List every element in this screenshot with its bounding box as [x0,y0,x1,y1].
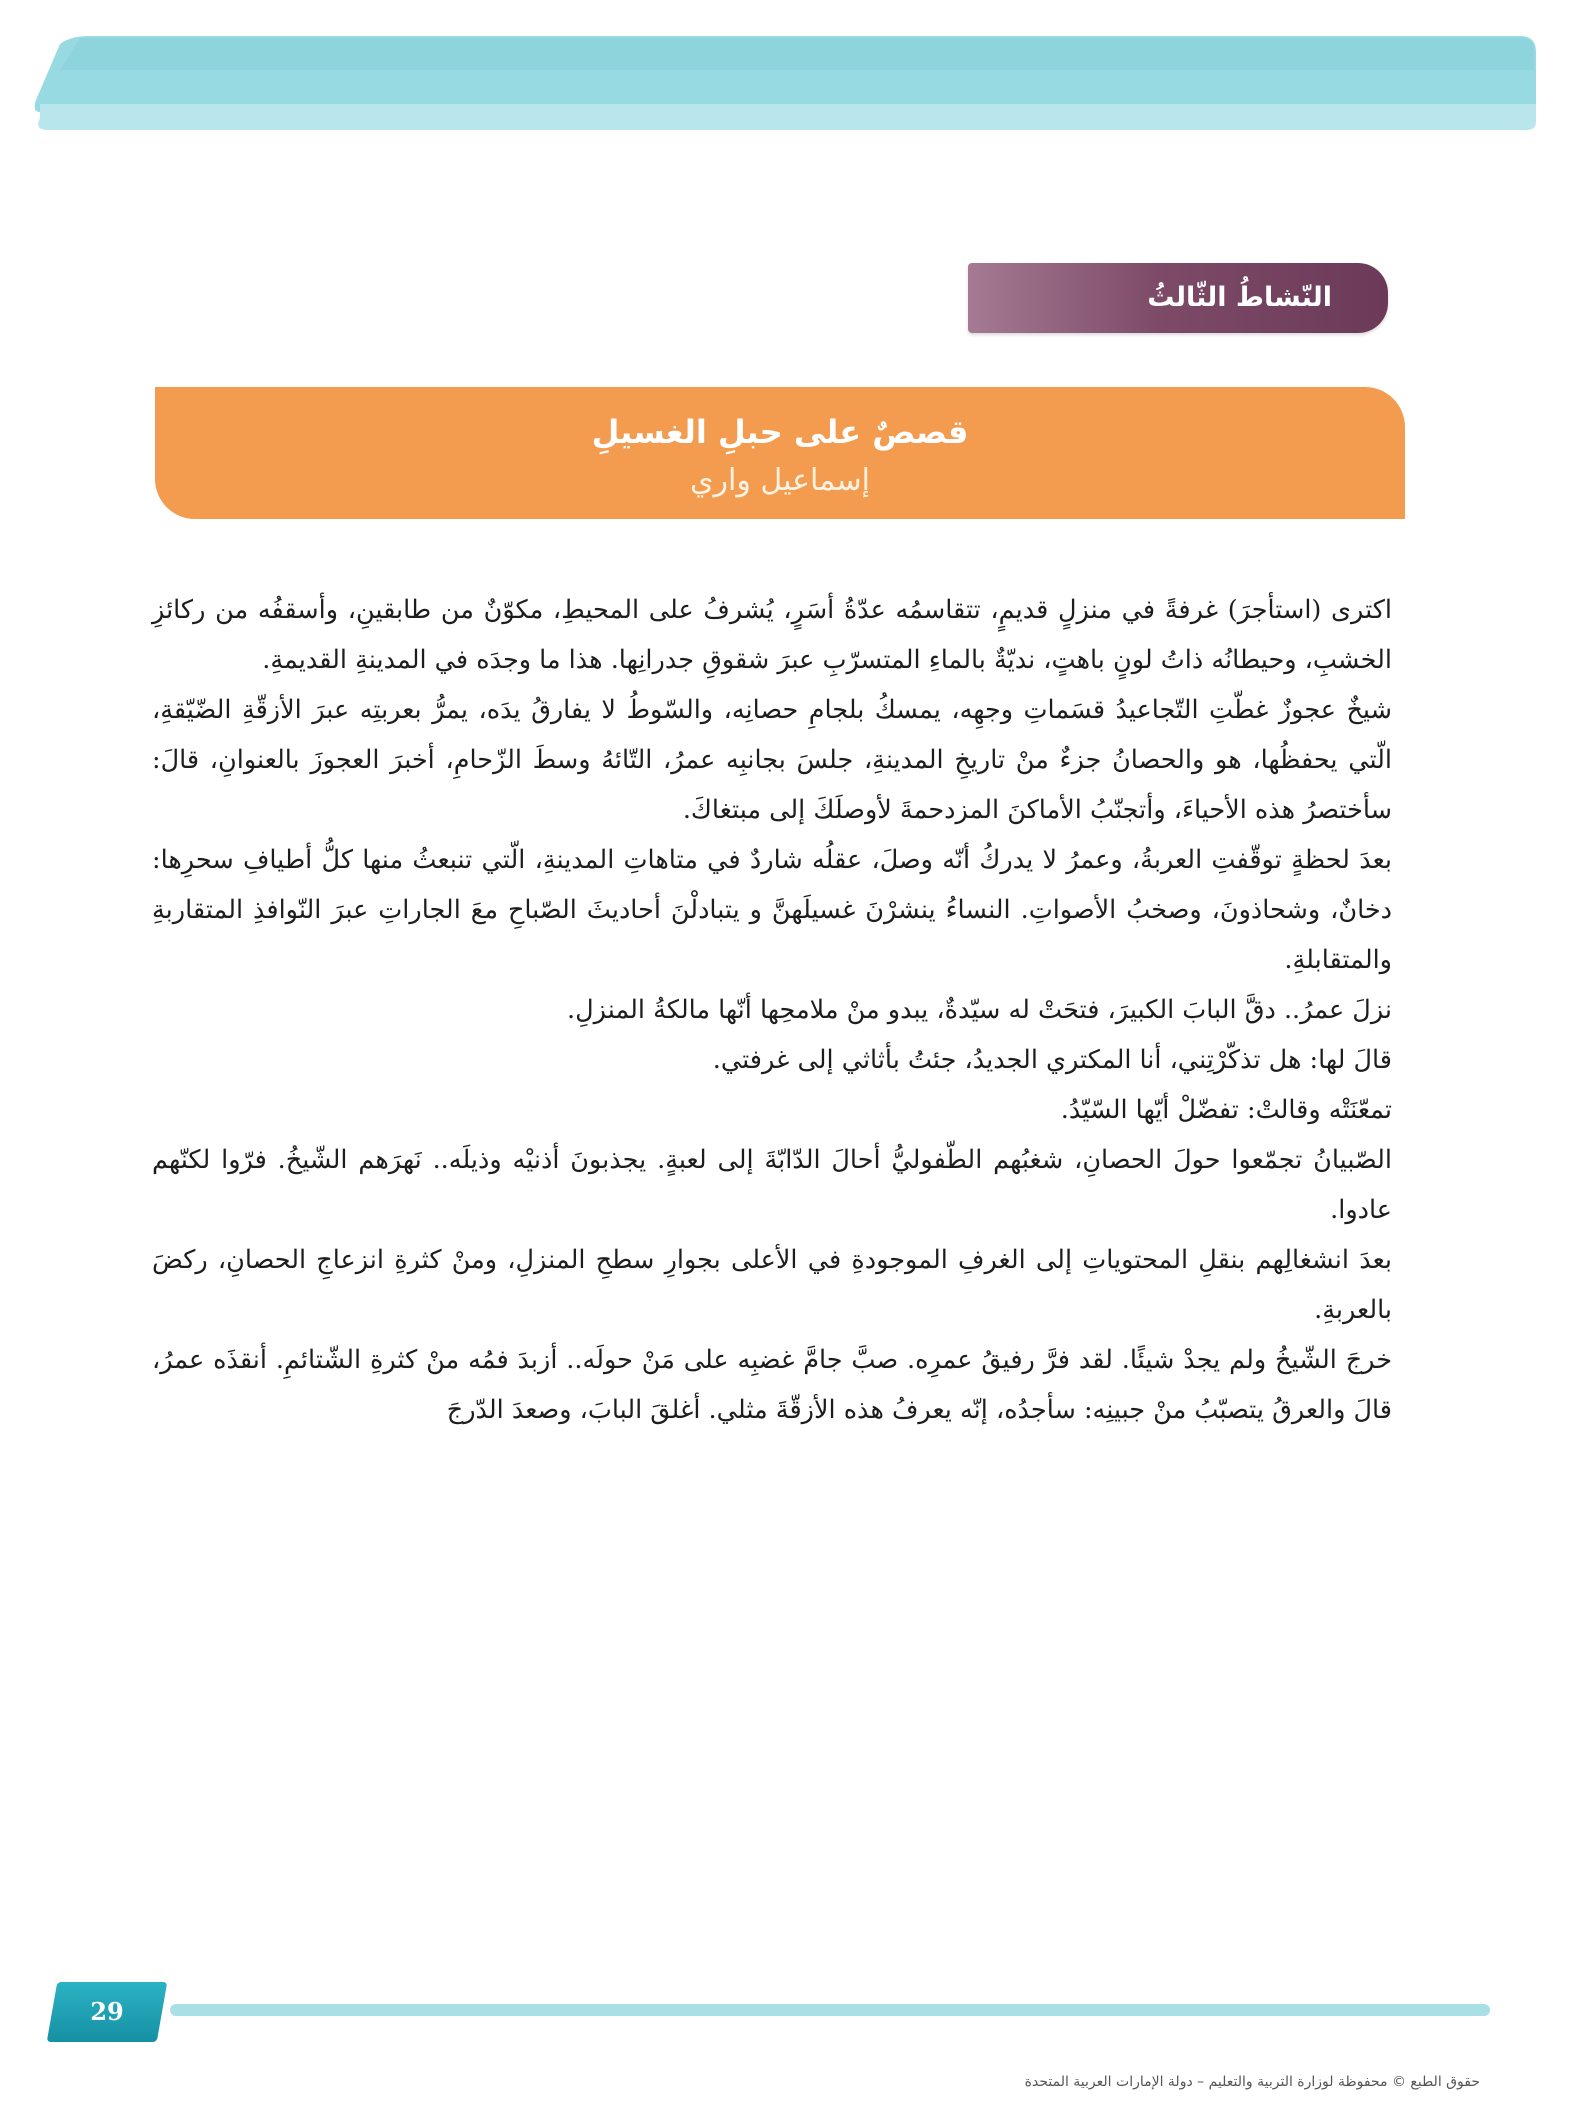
copyright-notice: حقوق الطبع © محفوظة لوزارة التربية والتعليم – دولة الإمارات العربية المتحدة [1024,2074,1480,2090]
activity-label: النّشاطُ الثّالثُ [1147,282,1332,313]
paragraph: تمعّنَتْه وقالتْ: تفضّلْ أيّها السّيّدُ. [1060,1095,1392,1125]
page-number: 29 [90,1997,124,2026]
paragraph: شيخٌ عجوزٌ غطّتِ التّجاعيدُ قسَماتِ وجهِه، يمسكُ بلجامِ حصانِه، والسّوطُ لا يفارقُ يدَه، يمرُّ بعربتِه عبرَ الأزقّةِ الضّيّقةِ، الّتي يحفظُها، هو والحصانُ جزءٌ منْ تاريخِ المدينةِ، جلسَ بجانبِه عمرُ، التّائهُ وسطَ الزّحامِ، أخبرَ العجوزَ بالعنوانِ، قالَ: سأختصرُ هذه الأحياءَ، وأتجنّبُ الأماكنَ المزدحمةَ لأوصلَكَ إلى مبتغاكَ. [152,695,1392,825]
footer-divider [170,2004,1490,2016]
story-header [155,387,1405,519]
story-author: إسماعيل واري [690,463,870,498]
page-number-badge [47,1982,168,2042]
activity-tab [968,263,1388,333]
paragraph: قالَ لها: هل تذكّرْتِني، أنا المكتري الجديدُ، جئتُ بأثاثي إلى غرفتي. [712,1045,1392,1075]
paragraph: بعدَ انشغالِهم بنقلِ المحتوياتِ إلى الغرفِ الموجودةِ في الأعلى بجوارِ سطحِ المنزلِ، ومنْ كثرةِ انزعاجِ الحصانِ، ركضَ بالعربةِ. [152,1245,1392,1325]
paragraph: نزلَ عمرُ.. دقَّ البابَ الكبيرَ، فتحَتْ له سيّدةٌ، يبدو منْ ملامحِها أنّها مالكةُ المنزلِ. [567,995,1392,1025]
paragraph: خرجَ الشّيخُ ولم يجدْ شيئًا. لقد فرَّ رفيقُ عمرِه. صبَّ جامَّ غضبِه على مَنْ حولَه.. أزبدَ فمُه منْ كثرةِ الشّتائمِ. أنقذَه عمرُ، قالَ والعرقُ يتصبّبُ منْ جبينِه: سأجدُه، إنّه يعرفُ هذه الأزقّةَ مثلي. أغلقَ البابَ، وصعدَ الدّرجَ [152,1345,1392,1425]
top-decorative-band [0,0,1572,160]
story-title: قصصٌ على حبلِ الغسيلِ [591,413,969,451]
paragraph: اكترى (استأجرَ) غرفةً في منزلٍ قديمٍ، تتقاسمُه عدّةُ أسَرٍ، يُشرفُ على المحيطِ، مكوّنٌ من طابقينِ، وأسقفُه من ركائزِ الخشبِ، وحيطانُه ذاتُ لونٍ باهتٍ، نديّةٌ بالماءِ المتسرّبِ عبرَ شقوقِ جدرانِها. هذا ما وجدَه في المدينةِ القديمةِ. [152,595,1392,675]
paragraph: الصّبيانُ تجمّعوا حولَ الحصانِ، شغبُهم الطّفوليُّ أحالَ الدّابّةَ إلى لعبةٍ. يجذبونَ أذنيْه وذيلَه.. نَهرَهم الشّيخُ. فرّوا لكنّهم عادوا. [152,1145,1392,1225]
paragraph: بعدَ لحظةٍ توقّفتِ العربةُ، وعمرُ لا يدركُ أنّه وصلَ، عقلُه شاردٌ في متاهاتِ المدينةِ، الّتي تنبعثُ منها كلُّ أطيافِ سحرِها: دخانٌ، وشحاذونَ، وصخبُ الأصواتِ. النساءُ ينشرْنَ غسيلَهنَّ و يتبادلْنَ أحاديثَ الصّباحِ معَ الجاراتِ عبرَ النّوافذِ المتقاربةِ والمتقابلةِ. [152,845,1392,975]
story-body [152,585,1392,1435]
